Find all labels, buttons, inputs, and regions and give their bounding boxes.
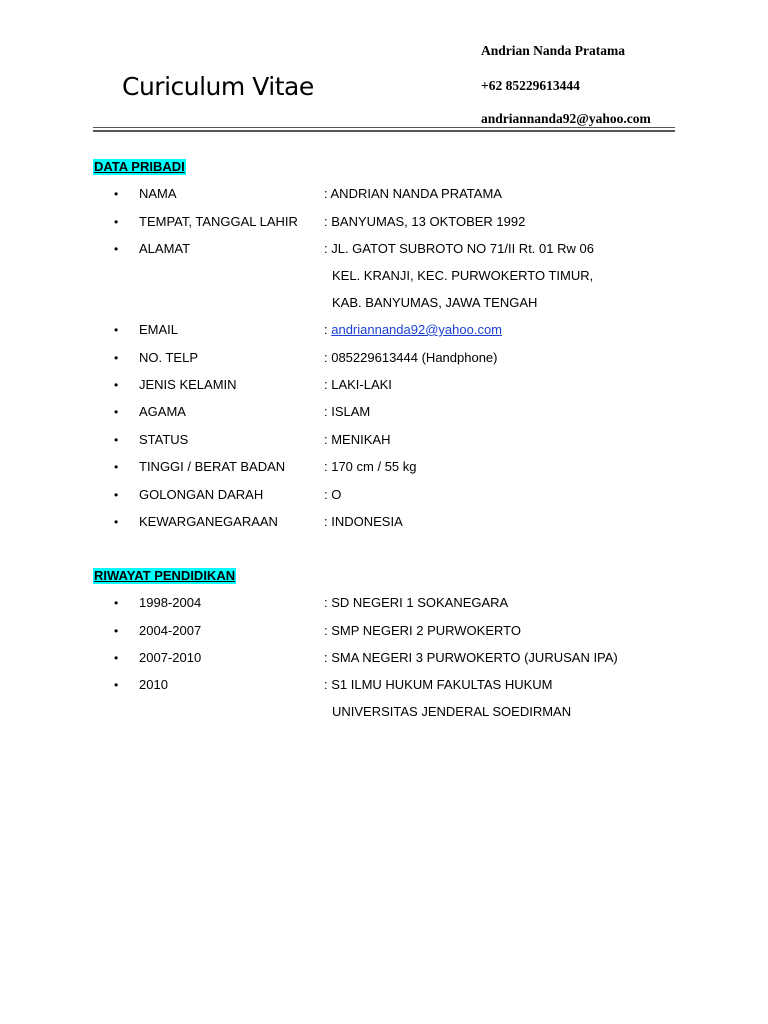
field-value: : SD NEGERI 1 SOKANEGARA: [324, 595, 509, 610]
field-value: : MENIKAH: [324, 432, 391, 447]
bullet-icon: •: [114, 242, 119, 256]
bullet-icon: •: [114, 215, 119, 229]
section-heading-education: RIWAYAT PENDIDIKAN: [94, 568, 236, 583]
address-line-2: KEL. KRANJI, KEC. PURWOKERTO TIMUR,: [332, 268, 594, 283]
field-value: : 085229613444 (Handphone): [324, 350, 498, 365]
field-label: JENIS KELAMIN: [139, 377, 237, 392]
field-label: AGAMA: [139, 404, 186, 419]
bullet-icon: •: [114, 678, 119, 692]
email-link[interactable]: andriannanda92@yahoo.com: [331, 322, 502, 337]
field-value: : JL. GATOT SUBROTO NO 71/II Rt. 01 Rw 06: [324, 241, 594, 256]
bullet-icon: •: [114, 405, 119, 419]
field-label: 2007-2010: [139, 650, 202, 665]
field-label: TINGGI / BERAT BADAN: [139, 459, 286, 474]
field-label: TEMPAT, TANGGAL LAHIR: [139, 214, 298, 229]
field-label: NAMA: [139, 186, 177, 201]
bullet-icon: •: [114, 323, 119, 337]
header-divider-thin: [93, 127, 675, 128]
header-email: andriannanda92@yahoo.com: [481, 111, 651, 126]
bullet-icon: •: [114, 460, 119, 474]
field-label: GOLONGAN DARAH: [139, 487, 264, 502]
bullet-icon: •: [114, 351, 119, 365]
header-phone: +62 85229613444: [481, 78, 580, 93]
bullet-icon: •: [114, 488, 119, 502]
bullet-icon: •: [114, 433, 119, 447]
bullet-icon: •: [114, 651, 119, 665]
field-value: : INDONESIA: [324, 514, 403, 529]
header-divider-thick: [93, 130, 675, 132]
document-title: Curiculum Vitae: [122, 72, 314, 101]
bullet-icon: •: [114, 378, 119, 392]
bullet-icon: •: [114, 596, 119, 610]
field-label: EMAIL: [139, 322, 179, 337]
field-label: 2010: [139, 677, 168, 692]
field-value: : BANYUMAS, 13 OKTOBER 1992: [324, 214, 526, 229]
field-value: : S1 ILMU HUKUM FAKULTAS HUKUM: [324, 677, 553, 692]
field-value: : SMA NEGERI 3 PURWOKERTO (JURUSAN IPA): [324, 650, 618, 665]
bullet-icon: •: [114, 187, 119, 201]
bullet-icon: •: [114, 624, 119, 638]
field-value: : SMP NEGERI 2 PURWOKERTO: [324, 623, 521, 638]
field-value: [324, 320, 502, 340]
header-name: Andrian Nanda Pratama: [481, 43, 626, 58]
bullet-icon: •: [114, 515, 119, 529]
field-value: : O: [324, 487, 342, 502]
colon-prefix: :: [324, 322, 332, 337]
field-label: 2004-2007: [139, 623, 202, 638]
field-value: : 170 cm / 55 kg: [324, 459, 417, 474]
university-line: UNIVERSITAS JENDERAL SOEDIRMAN: [332, 704, 572, 719]
field-value: : ANDRIAN NANDA PRATAMA: [324, 186, 502, 201]
field-label: KEWARGANEGARAAN: [139, 514, 278, 529]
section-heading-personal: DATA PRIBADI: [94, 159, 185, 174]
field-label: STATUS: [139, 432, 189, 447]
field-value: : LAKI-LAKI: [324, 377, 392, 392]
field-value: : ISLAM: [324, 404, 371, 419]
field-label: NO. TELP: [139, 350, 199, 365]
field-label: ALAMAT: [139, 241, 191, 256]
field-label: 1998-2004: [139, 595, 202, 610]
address-line-3: KAB. BANYUMAS, JAWA TENGAH: [332, 295, 538, 310]
